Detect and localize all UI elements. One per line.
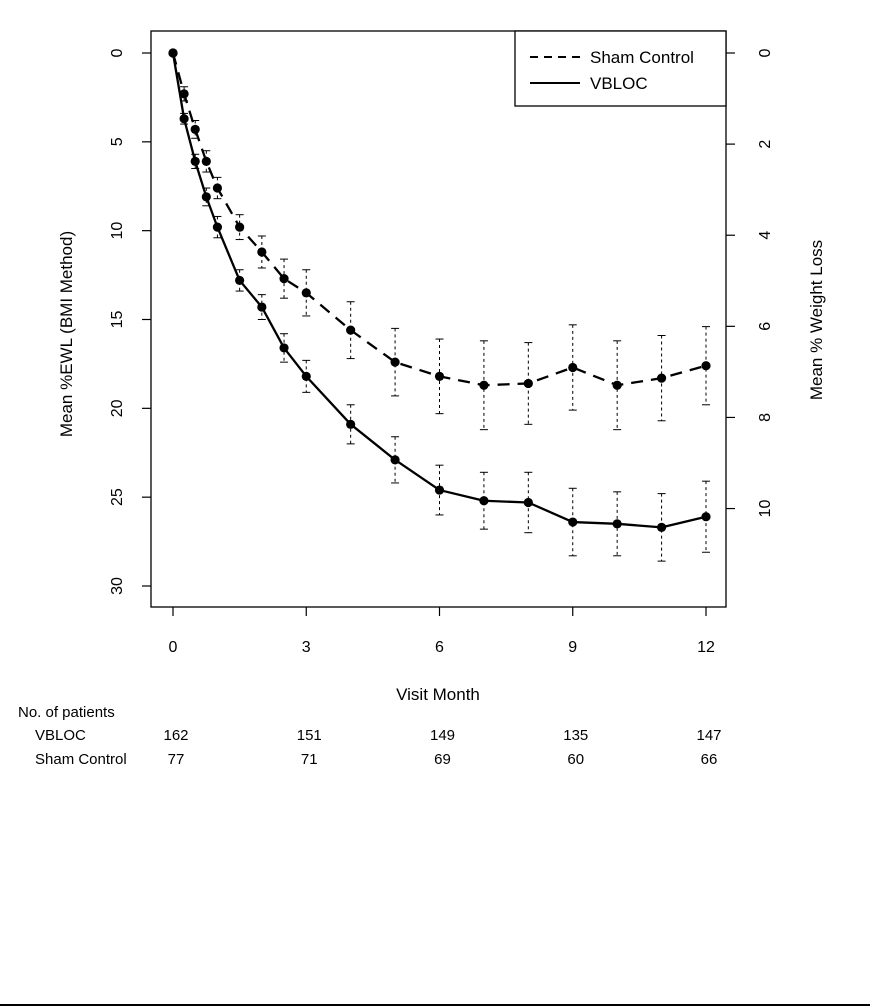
y-axis-title: Mean %EWL (BMI Method) — [57, 230, 76, 438]
x-tick-label: 0 — [168, 639, 178, 656]
data-point — [257, 302, 266, 311]
x-tick-label: 3 — [301, 639, 311, 656]
y-tick-label: 15 — [109, 310, 126, 329]
row-label-vbloc: VBLOC — [35, 727, 86, 744]
data-point — [479, 381, 488, 390]
data-point — [701, 512, 710, 521]
patient-count: 149 — [429, 727, 456, 744]
sham-counts — [168, 751, 718, 768]
x-tick-label: 12 — [697, 639, 715, 656]
data-point — [390, 455, 399, 464]
x-axis-title: Visit Month — [396, 685, 480, 704]
y-tick-label: 5 — [109, 137, 126, 147]
y-axis-left — [109, 48, 151, 594]
legend-box — [515, 31, 726, 106]
y-right-tick-label: 2 — [757, 139, 774, 149]
data-point — [213, 183, 222, 192]
data-point — [524, 498, 533, 507]
data-point — [524, 379, 533, 388]
plot-frame — [151, 31, 726, 607]
patient-count: 135 — [563, 727, 589, 744]
data-point — [257, 247, 266, 256]
patient-count: 69 — [434, 751, 451, 768]
patient-count: 147 — [696, 727, 722, 744]
data-point — [302, 288, 311, 297]
y-right-tick-label: 10 — [757, 499, 774, 518]
patient-count: 60 — [567, 751, 585, 768]
legend-vbloc-label: VBLOC — [590, 74, 648, 93]
data-point — [213, 223, 222, 232]
x-axis — [169, 607, 715, 656]
data-point — [279, 343, 288, 352]
y-right-tick-label: 6 — [757, 321, 774, 331]
patients-table — [18, 704, 722, 768]
y-right-tick-label: 8 — [757, 412, 774, 422]
y-axis-right — [726, 48, 774, 517]
data-point — [235, 276, 244, 285]
y-tick-label: 0 — [109, 48, 126, 58]
legend — [515, 31, 726, 106]
data-point — [180, 114, 189, 123]
series-layer — [168, 48, 710, 561]
patient-count: 162 — [163, 727, 189, 744]
data-point — [390, 358, 399, 367]
row-label-sham: Sham Control — [35, 751, 127, 768]
series-vbloc — [168, 48, 710, 561]
data-point — [235, 223, 244, 232]
y-tick-label: 10 — [109, 221, 126, 240]
data-point — [435, 485, 444, 494]
data-point — [568, 363, 577, 372]
data-point — [613, 519, 622, 528]
y-right-tick-label: 4 — [757, 230, 774, 240]
patient-count: 71 — [300, 751, 318, 768]
y-tick-label: 20 — [109, 399, 126, 418]
data-point — [279, 274, 288, 283]
data-point — [191, 125, 200, 134]
data-point — [302, 372, 311, 381]
data-point — [657, 374, 666, 383]
data-point — [435, 372, 444, 381]
data-point — [202, 157, 211, 166]
data-point — [346, 326, 355, 335]
series-line-vbloc — [173, 53, 706, 527]
data-point — [346, 420, 355, 429]
patient-count: 151 — [296, 727, 322, 744]
data-point — [191, 157, 200, 166]
x-tick-label: 9 — [568, 639, 578, 656]
patient-count: 77 — [167, 751, 185, 768]
patients-table-title: No. of patients — [18, 704, 115, 721]
data-point — [701, 361, 710, 370]
data-point — [613, 381, 622, 390]
patient-count: 66 — [700, 751, 718, 768]
data-point — [657, 523, 666, 532]
data-point — [479, 496, 488, 505]
legend-sham-label: Sham Control — [590, 48, 694, 67]
y-axis-right-title: Mean % Weight Loss — [807, 239, 826, 401]
data-point — [168, 48, 177, 57]
data-point — [202, 192, 211, 201]
vbloc-counts — [163, 727, 721, 744]
bottom-border — [0, 1004, 870, 1006]
y-right-tick-label: 0 — [757, 48, 774, 58]
y-tick-label: 25 — [109, 488, 126, 507]
x-tick-label: 6 — [435, 639, 444, 656]
data-point — [568, 517, 577, 526]
y-tick-label: 30 — [109, 577, 126, 595]
